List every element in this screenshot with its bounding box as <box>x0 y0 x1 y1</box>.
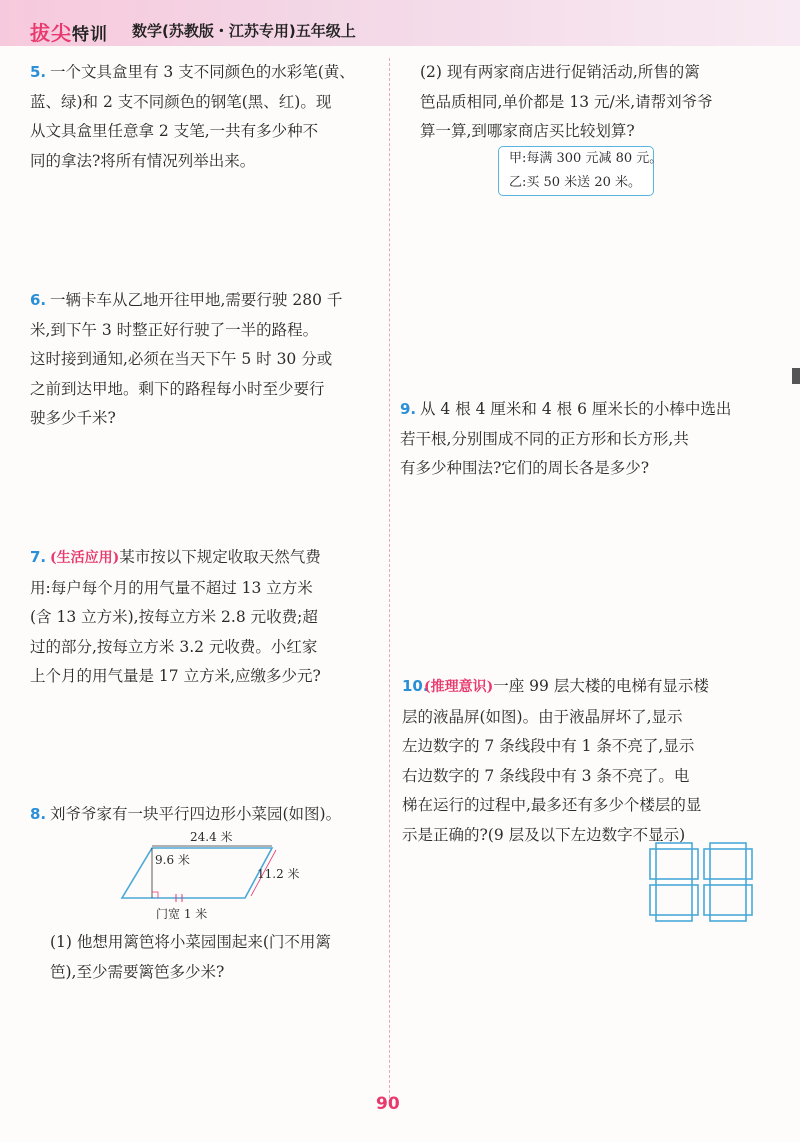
question-line: 有多少种围法?它们的周长各是多少? <box>400 459 650 477</box>
question-tag: (推理意识) <box>424 679 494 695</box>
brand-part1: 拔尖 <box>30 21 72 45</box>
question-line: 一座 99 层大楼的电梯有显示楼 <box>493 677 709 695</box>
segment <box>656 843 692 849</box>
question-5 <box>30 58 395 176</box>
series-title: 数学(苏教版・江苏专用)五年级上 <box>132 22 356 40</box>
question-line: 层的液晶屏(如图)。由于液晶屏坏了,显示 <box>402 707 683 726</box>
question-line: (含 13 立方米),按每立方米 2.8 元收费;超 <box>30 608 318 626</box>
question-line: (2) 现有两家商店进行促销活动,所售的篱 <box>420 63 700 81</box>
store-b-offer: 乙:买 50 米送 20 米。 <box>509 175 641 190</box>
question-line: 用:每户每个月的用气量不超过 13 立方米 <box>30 578 313 597</box>
segment <box>704 849 710 879</box>
store-a-offer: 甲:每满 300 元减 80 元。 <box>509 151 663 166</box>
question-line: 笆品质相同,单价都是 13 元/米,请帮刘爷爷 <box>420 92 713 111</box>
height-label: 9.6 米 <box>155 853 190 867</box>
segment <box>692 849 698 879</box>
right-digit <box>704 843 752 921</box>
question-9 <box>400 395 800 484</box>
question-8-part-2 <box>420 58 780 147</box>
question-line: 过的部分,按每立方米 3.2 元收费。小红家 <box>30 637 318 656</box>
question-line: 梯在运行的过程中,最多还有多少个楼层的显 <box>402 796 702 814</box>
question-line: 之前到达甲地。剩下的路程每小时至少要行 <box>30 379 325 398</box>
segment <box>710 843 746 849</box>
question-line: 某市按以下规定收取天然气费 <box>119 548 321 566</box>
segment <box>650 885 656 915</box>
question-number: 8. <box>30 805 47 823</box>
question-line: 示是正确的?(9 层及以下左边数字不显示) <box>402 825 686 844</box>
door-width-label: 门宽 1 米 <box>156 907 208 921</box>
brand-part2: 特训 <box>72 25 108 45</box>
question-line: 米,到下午 3 时整正好行驶了一半的路程。 <box>30 320 319 339</box>
question-line: 上个月的用气量是 17 立方米,应缴多少元? <box>30 667 321 685</box>
page-number: 90 <box>376 1094 400 1114</box>
segment <box>746 885 752 915</box>
question-line: 笆),至少需要篱笆多少米? <box>50 962 225 981</box>
edge-marker <box>792 368 800 384</box>
question-8-part-1 <box>50 928 380 987</box>
question-line: 若干根,分别围成不同的正方形和长方形,共 <box>400 429 689 448</box>
segment <box>710 915 746 921</box>
question-number: 5. <box>30 63 47 81</box>
parallelogram-figure <box>110 830 310 930</box>
brand-logo <box>30 17 108 46</box>
right-angle-mark <box>152 892 158 898</box>
segment <box>656 879 692 885</box>
segment <box>746 849 752 879</box>
seven-segment-display <box>650 843 760 921</box>
question-7 <box>30 543 395 692</box>
segment <box>704 885 710 915</box>
side-length-label: 11.2 米 <box>257 867 300 881</box>
question-line: 这时接到通知,必须在当天下午 5 时 30 分或 <box>30 350 333 368</box>
question-8 <box>30 800 400 830</box>
question-tag: (生活应用) <box>50 550 120 566</box>
question-line: (1) 他想用篱笆将小菜园围起来(门不用篱 <box>50 933 331 951</box>
page-header <box>0 0 800 46</box>
question-line: 刘爷爷家有一块平行四边形小菜园(如图)。 <box>50 805 342 823</box>
parallelogram-shape <box>122 848 272 898</box>
question-line: 同的拿法?将所有情况列举出来。 <box>30 151 256 170</box>
question-number: 6. <box>30 291 47 309</box>
segment <box>692 885 698 915</box>
question-line: 蓝、绿)和 2 支不同颜色的钢笔(黑、红)。现 <box>30 92 332 111</box>
question-line: 算一算,到哪家商店买比较划算? <box>420 122 635 140</box>
question-line: 一辆卡车从乙地开往甲地,需要行驶 280 千 <box>50 291 343 309</box>
question-line: 驶多少千米? <box>30 409 116 427</box>
question-line: 右边数字的 7 条线段中有 3 条不亮了。电 <box>402 766 690 785</box>
question-number: 7. <box>30 548 47 566</box>
question-10 <box>402 672 800 850</box>
segment <box>710 879 746 885</box>
question-line: 从 4 根 4 厘米和 4 根 6 厘米长的小棒中选出 <box>420 400 732 418</box>
question-number: 9. <box>400 400 417 418</box>
question-line: 从文具盒里任意拿 2 支笔,一共有多少种不 <box>30 122 319 140</box>
question-line: 左边数字的 7 条线段中有 1 条不亮了,显示 <box>402 737 695 755</box>
segment <box>656 915 692 921</box>
promotion-box <box>498 146 663 196</box>
top-length-label: 24.4 米 <box>190 830 233 844</box>
question-line: 一个文具盒里有 3 支不同颜色的水彩笔(黄、 <box>50 63 355 81</box>
question-6 <box>30 286 395 434</box>
left-digit <box>650 843 698 921</box>
segment <box>650 849 656 879</box>
question-number: 10. <box>402 677 429 695</box>
